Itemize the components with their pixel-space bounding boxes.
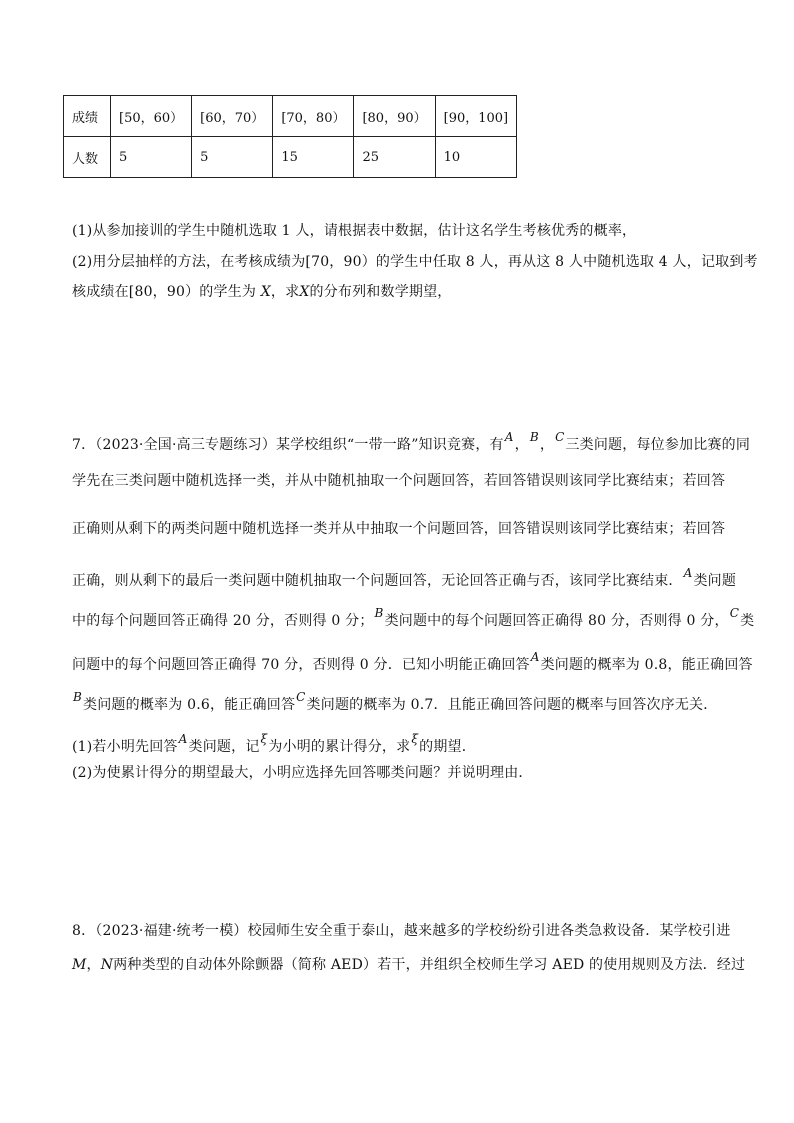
text: (2)用分层抽样的方法，在考核成绩为[70，90）的学生中任取 8 人，再从这 8 人中随机选取 4 人，记取到考 [72,254,758,270]
text: 类问题，记 [188,739,260,755]
text: 类问题的概率为 0.8，能正确回答 [540,657,753,673]
var-a: A [683,566,693,580]
q7-line3 [72,518,725,538]
text: 核成绩在[80，90）的学生为 [72,284,261,300]
text: 学先在三类问题中随机选择一类，并从中随机抽取一个问题回答，若回答错误则该同学比赛结束；若回答 [72,473,726,489]
q7-line1 [72,430,750,454]
text: 问题中的每个问题回答正确得 70 分，否则得 0 分．已知小明能正确回答 [72,657,530,673]
var-x: X [260,284,271,300]
text: 类问题中的每个问题回答正确得 80 分，否则得 0 分， [384,613,729,629]
text: ， [514,437,529,453]
text: ，求 [270,284,300,300]
text: 中的每个问题回答正确得 20 分，否则得 0 分； [72,613,374,629]
table-cell: 25 [354,137,435,178]
table-cell: 5 [111,137,192,178]
var-c: C [555,430,565,444]
table-cell: [80，90） [354,96,435,137]
text: 类问题 [693,573,737,589]
q8-line1 [72,920,730,940]
q7-sub2 [72,762,533,782]
text: ， [539,437,555,453]
table-cell: [90，100] [435,96,517,137]
table-cell: [50，60） [111,96,192,137]
text: 7．（2023·全国·高三专题练习）某学校组织“一带一路”知识竞赛，有 [72,437,504,453]
q6-part2-line2 [72,281,452,301]
var-c: C [729,606,740,620]
text: (1)若小明先回答 [72,739,178,755]
text: 三类问题，每位参加比赛的同 [565,437,751,453]
var-x: X [299,284,310,300]
var-m: M [72,957,87,973]
var-b: B [529,430,539,444]
table-row [64,96,517,137]
table-cell: 人数 [64,137,111,178]
text: 正确则从剩下的两类问题中随机选择一类并从中抽取一个问题回答，回答错误则该同学比赛结束；若回答 [72,521,726,537]
q7-line6 [72,650,753,674]
text: 类问题的概率为 0.7．且能正确回答问题的概率与回答次序无关． [306,697,718,713]
q7-line5 [72,606,754,630]
var-n: N [100,957,114,973]
q7-line2 [72,470,725,490]
text: (1)从参加接训的学生中随机选取 1 人，请根据表中数据，估计这名学生考核优秀的概率， [72,223,637,239]
table-row [64,137,517,178]
table-cell: 15 [273,137,354,178]
score-table [63,95,517,178]
var-b: B [73,690,83,704]
var-b: B [374,606,384,620]
table-cell: 5 [192,137,273,178]
q7-sub1 [72,732,476,756]
q8-line2 [72,954,745,974]
text: 类 [740,613,755,629]
var-xi: ξ [411,732,419,746]
text: ， [86,957,101,973]
q6-part2-line1 [72,251,758,271]
q7-line4 [72,566,736,590]
var-a: A [504,430,514,444]
text: 的期望． [419,739,476,755]
table-cell: 10 [435,137,517,178]
var-a: A [178,732,188,746]
text: 8．（2023·福建·统考一模）校园师生安全重于泰山，越来越多的学校纷纷引进各类急救设备．某学校引进 [72,923,731,939]
text: 正确，则从剩下的最后一类问题中随机抽取一个问题回答，无论回答正确与否，该同学比赛结束． [72,573,683,589]
text: 为小明的累计得分，求 [268,739,411,755]
table-cell: 成绩 [64,96,111,137]
text: 类问题的概率为 0.6，能正确回答 [83,697,296,713]
text: 的分布列和数学期望， [309,284,452,300]
q6-part1 [72,220,636,240]
text: 两种类型的自动体外除颤器（简称 AED）若干，并组织全校师生学习 AED 的使用规则及方法．经过 [113,957,746,973]
text: (2)为使累计得分的期望最大，小明应选择先回答哪类问题？并说明理由． [72,765,533,781]
var-a: A [530,650,540,664]
var-c: C [296,690,306,704]
var-xi: ξ [260,732,268,746]
table-cell: [60，70） [192,96,273,137]
table-cell: [70，80） [273,96,354,137]
q7-line7 [72,690,717,714]
